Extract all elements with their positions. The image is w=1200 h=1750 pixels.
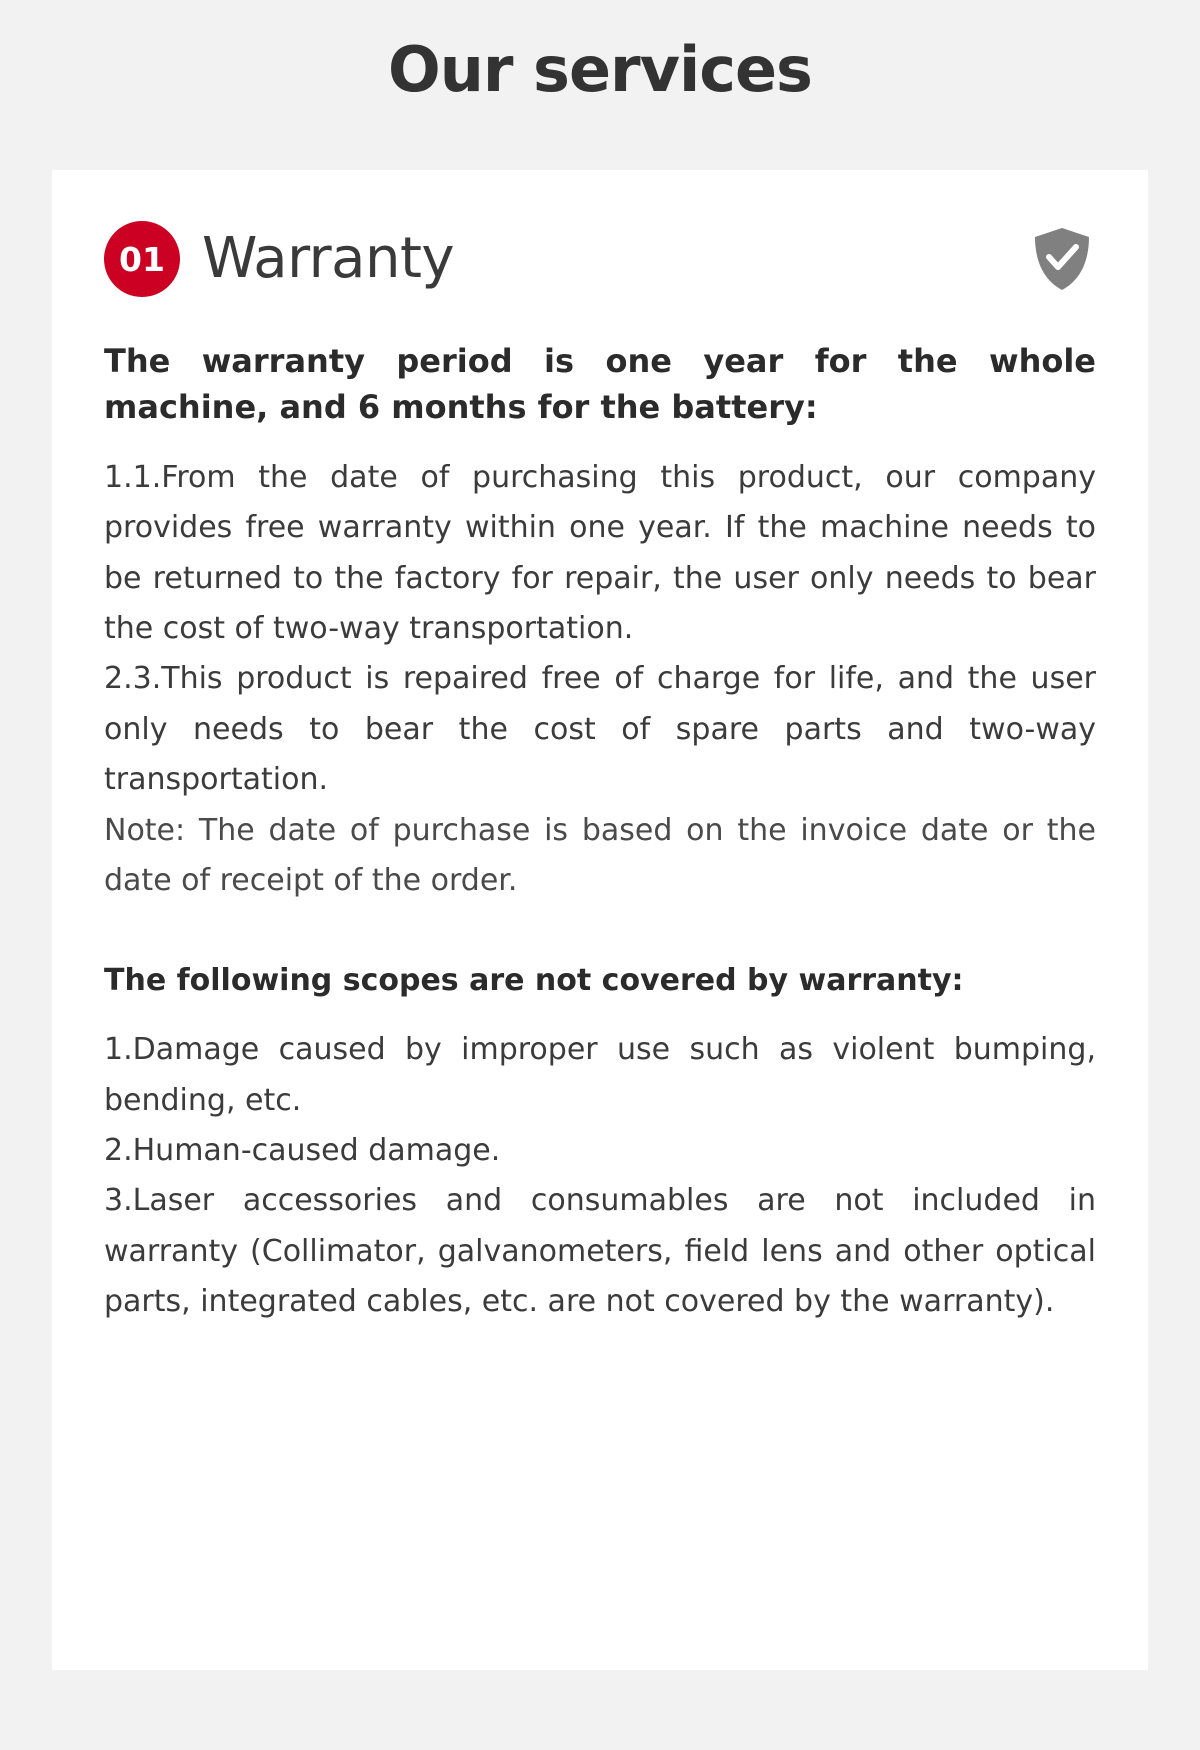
warranty-card (52, 170, 1148, 1670)
card-header (104, 216, 1096, 302)
exclusion-item-1: 1.Damage caused by improper use such as violent bumping, bending, etc. (104, 1032, 1096, 1118)
warranty-paragraph-1: 1.1.From the date of purchasing this product, our company provides free warranty within one year. If the machine needs to be returned to the factory for repair, the user only needs to bear the cost of two-way transportation. (104, 459, 1096, 646)
shield-check-icon (1032, 226, 1092, 292)
page-title: Our services (388, 33, 812, 106)
section-heading: Warranty (202, 226, 455, 291)
section-number-badge: 01 (104, 221, 180, 297)
exclusion-item-2: 2.Human-caused damage. (104, 1133, 501, 1169)
warranty-paragraph-2: 2.3.This product is repaired free of charge for life, and the user only needs to bear the cost of spare parts and two-way transportation. (104, 661, 1096, 798)
exclusion-item-3: 3.Laser accessories and consumables are not included in warranty (Collimator, galvanometers, field lens and other optical parts, integrated cables, etc. are not covered by the warranty). (104, 1183, 1096, 1320)
section-divider-space (104, 906, 1096, 958)
warranty-lead: The warranty period is one year for the whole machine, and 6 months for the battery: (104, 342, 1096, 427)
exclusions-subheading: The following scopes are not covered by warranty: (104, 963, 964, 999)
warranty-body (104, 338, 1096, 1328)
warranty-note: Note: The date of purchase is based on the invoice date or the date of receipt of the order. (104, 812, 1096, 898)
